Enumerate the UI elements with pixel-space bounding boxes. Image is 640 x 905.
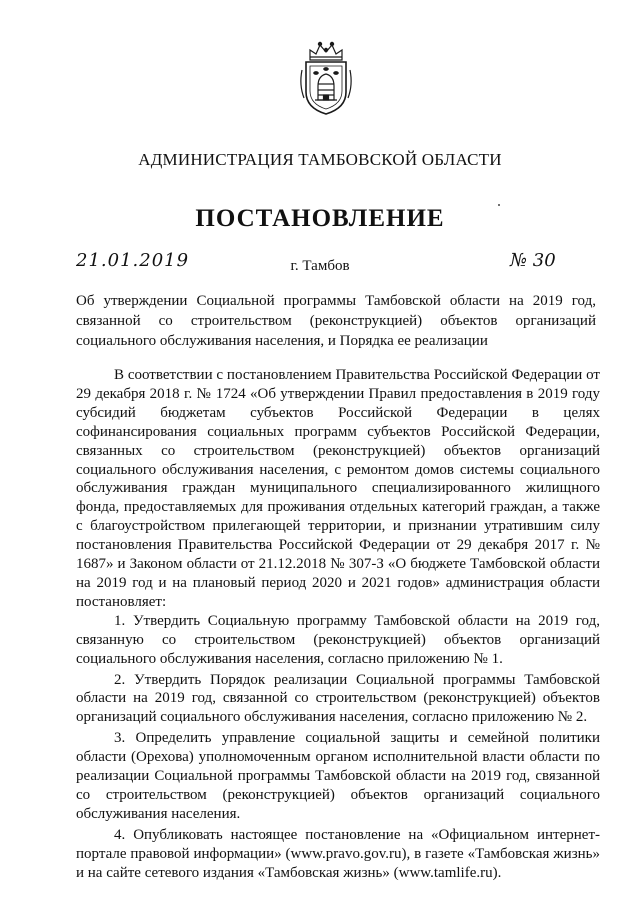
document-number: № 30 xyxy=(510,250,556,271)
organization-name: АДМИНИСТРАЦИЯ ТАМБОВСКОЙ ОБЛАСТИ xyxy=(138,150,502,169)
stray-mark xyxy=(498,204,500,206)
document-subject: Об утверждении Социальной программы Тамбовской области на 2019 год, связанной со строительством (реконструкцией) объектов организаций социального обслуживания населения, и Порядка ее реализации xyxy=(76,293,596,349)
document-city: г. Тамбов xyxy=(290,258,350,274)
tambov-coat-of-arms-icon xyxy=(296,40,356,118)
resolution-item-1: 1. Утвердить Социальную программу Тамбовской области на 2019 год, связанную со строительством (реконструкцией) объектов организаций социального обслуживания населения, согласно приложению № 1. xyxy=(76,612,600,667)
resolution-item-3: 3. Определить управление социальной защиты и семейной политики области (Орехова) уполномоченным органом исполнительной власти области по реализации Социальной программы Тамбовской области на 2019 год, связанной со строительством (реконструкцией) объектов организаций социального обслуживания населения. xyxy=(76,730,600,822)
document-type-title: ПОСТАНОВЛЕНИЕ xyxy=(195,205,445,232)
document-date: 21.01.2019 xyxy=(76,250,190,271)
document-body xyxy=(76,366,600,882)
resolution-item-2: 2. Утвердить Порядок реализации Социальной программы Тамбовской области на 2019 год, связанной со строительством (реконструкцией) объектов организаций социального обслуживания населения, согласно приложению № 2. xyxy=(76,671,600,726)
resolution-item-4: 4. Опубликовать настоящее постановление на «Официальном интернет-портале правовой информации» (www.pravo.gov.ru), в газете «Тамбовская жизнь» и на сайте сетевого издания «Тамбовская жизнь» (www.tamlife.ru). xyxy=(76,826,600,881)
preamble-paragraph: В соответствии с постановлением Правительства Российской Федерации от 29 декабря 2018 г. № 1724 «Об утверждении Правил предоставления в 2019 году субсидий бюджетам субъектов Российской Федерации в целях софинансирования социальных программ субъектов Российской Федерации, связанных со строительством (реконструкцией) объектов организаций социального обслуживания населения, с ремонтом домов системы социального обслуживания граждан муниципального специализированного жилищного фонда, предоставляемых для проживания отдельных категорий граждан, а также с благоустройством прилегающей территории, и признании утратившим силу постановления Правительства Российской Федерации от 29 декабря 2017 г. № 1687» и Законом области от 21.12.2018 № 307-З «О бюджете Тамбовской области на 2019 год и на плановый период 2020 и 2021 годов» администрация области постановляет: xyxy=(76,367,600,610)
